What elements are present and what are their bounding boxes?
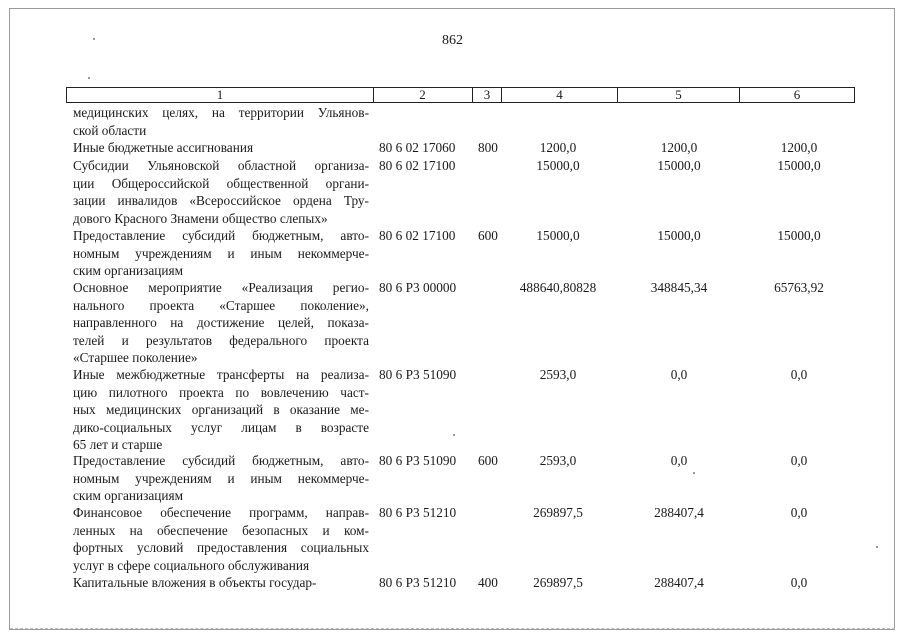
- description-line: ским организациям: [73, 263, 184, 278]
- row-value-2025: 2593,0: [539, 367, 577, 382]
- row-code: 80 6 P3 51090: [379, 367, 457, 382]
- scan-speck: [453, 434, 455, 436]
- row-description: [73, 574, 369, 592]
- row-expense-type: 600: [478, 453, 498, 468]
- row-code: 80 6 P3 51210: [379, 505, 457, 520]
- row-value-2027: 65763,92: [774, 280, 824, 295]
- description-line: Капитальные вложения в объекты государ-: [73, 575, 317, 590]
- row-value-2025: 15000,0: [536, 228, 580, 243]
- description-line: дико-социальных услуг лицам в возрасте: [73, 419, 369, 435]
- page-number: 862: [442, 33, 463, 48]
- row-value-2027: 0,0: [790, 453, 808, 468]
- scan-speck: [88, 77, 90, 79]
- description-line: ской области: [73, 122, 147, 138]
- description-line: Предоставление субсидий бюджетным, авто-: [73, 453, 369, 468]
- header-col-1: 1: [67, 88, 374, 102]
- scan-speck: [693, 472, 695, 474]
- description-line: цию пилотного проекта по вовлечению част-: [73, 384, 369, 400]
- description-line: дового Красного Знамени общество слепых»: [73, 210, 328, 226]
- description-line: Субсидии Ульяновской областной организа-: [73, 158, 369, 173]
- row-description: [73, 139, 369, 157]
- description-line: зации инвалидов «Всероссийское ордена Тру-: [73, 193, 369, 208]
- row-expense-type: 600: [478, 228, 498, 243]
- description-line: Иные бюджетные ассигнования: [73, 140, 254, 155]
- description-line: «Старшее поколение»: [73, 350, 198, 365]
- row-value-2025: 1200,0: [539, 140, 577, 155]
- row-code: 80 6 02 17100: [379, 158, 456, 173]
- row-description: [73, 104, 369, 139]
- header-col-3: 3: [473, 88, 502, 102]
- description-line: направленного на достижение целей, показа-: [73, 315, 369, 330]
- description-line: телей и результатов федерального проекта: [73, 332, 369, 348]
- row-description: [73, 227, 369, 280]
- row-value-2027: 0,0: [790, 575, 808, 590]
- row-value-2027: 15000,0: [777, 228, 821, 243]
- description-line: ленных на обеспечение безопасных и ком-: [73, 522, 369, 538]
- description-line: номным учреждениям и иным некоммерче-: [73, 245, 369, 261]
- description-line: номным учреждениям и иным некоммерче-: [73, 470, 369, 486]
- row-value-2027: 0,0: [790, 505, 808, 520]
- description-line: 65 лет и старше: [73, 437, 163, 452]
- row-code: 80 6 P3 51090: [379, 453, 457, 468]
- description-line: нального проекта «Старшее поколение»,: [73, 297, 369, 313]
- description-line: Финансовое обеспечение программ, направ-: [73, 505, 369, 520]
- header-col-6: 6: [793, 87, 801, 102]
- row-description: [73, 504, 369, 574]
- row-description: [73, 452, 369, 505]
- header-col-2: 2: [373, 88, 473, 102]
- row-value-2027: 15000,0: [777, 158, 821, 173]
- description-line: услуг в сфере социального обслуживания: [73, 557, 310, 573]
- row-value-2025: 488640,80828: [519, 280, 597, 295]
- row-value-2026: 1200,0: [660, 140, 698, 155]
- row-code: 80 6 02 17060: [379, 140, 456, 155]
- description-line: фортных условий предоставления социальных: [73, 540, 369, 555]
- row-expense-type: 800: [478, 140, 498, 155]
- row-value-2026: 348845,34: [650, 280, 708, 295]
- row-value-2025: 2593,0: [539, 453, 577, 468]
- row-value-2026: 15000,0: [657, 228, 701, 243]
- row-value-2025: 269897,5: [533, 575, 583, 590]
- description-line: ных медицинских организаций в оказание ме-: [73, 402, 369, 417]
- row-value-2027: 1200,0: [780, 140, 818, 155]
- row-value-2027: 0,0: [790, 367, 808, 382]
- scan-speck: [93, 38, 95, 40]
- row-code: 80 6 P3 51210: [379, 575, 457, 590]
- row-value-2026: 0,0: [670, 367, 688, 382]
- scan-speck: [876, 546, 878, 548]
- row-value-2026: 0,0: [670, 453, 688, 468]
- row-value-2026: 288407,4: [654, 575, 704, 590]
- header-col-4: 4: [502, 88, 618, 102]
- description-line: ским организациям: [73, 488, 184, 503]
- row-code: 80 6 02 17100: [379, 228, 456, 243]
- row-value-2025: 269897,5: [533, 505, 583, 520]
- row-description: [73, 157, 369, 227]
- description-line: Предоставление субсидий бюджетным, авто-: [73, 228, 369, 243]
- row-value-2026: 288407,4: [654, 505, 704, 520]
- description-line: ции Общероссийской общественной органи-: [73, 175, 369, 191]
- description-line: медицинских целях, на территории Ульянов-: [73, 105, 369, 120]
- row-value-2026: 15000,0: [657, 158, 701, 173]
- row-description: [73, 366, 369, 454]
- description-line: Основное мероприятие «Реализация регио-: [73, 280, 369, 295]
- row-code: 80 6 P3 00000: [379, 280, 457, 295]
- header-col-5: 5: [618, 88, 740, 102]
- description-line: Иные межбюджетные трансферты на реализа-: [73, 367, 369, 382]
- row-value-2025: 15000,0: [536, 158, 580, 173]
- row-description: [73, 279, 369, 367]
- row-expense-type: 400: [478, 575, 498, 590]
